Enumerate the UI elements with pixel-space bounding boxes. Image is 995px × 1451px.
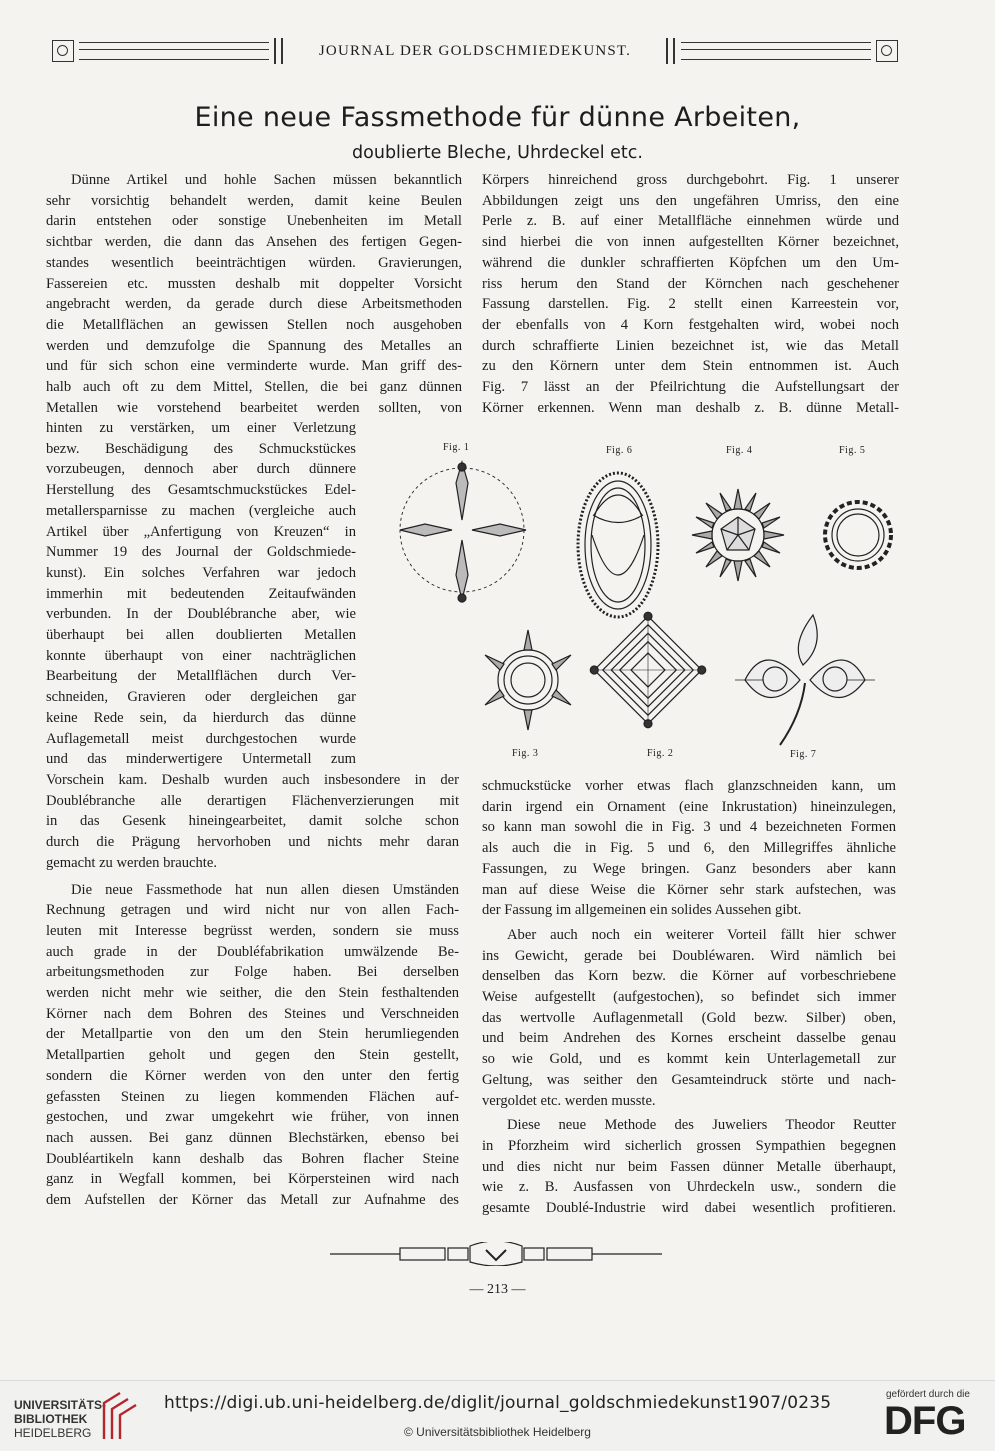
funding-note: gefördert durch die <box>886 1389 970 1400</box>
figure-plate <box>380 435 900 765</box>
right-column-bottom <box>482 776 896 1219</box>
left-column-narrow <box>46 418 356 770</box>
text-line: zu den Körnern unter dem Stein entnommen ist. Auch <box>482 358 899 375</box>
text-line: während die dunkler schraffierten Köpfchen um den Um- <box>482 254 899 271</box>
text-line: immerhin mit bedeutenden Zeitaufwänden <box>46 585 356 602</box>
article-subtitle: doublierte Bleche, Uhrdeckel etc. <box>352 143 643 163</box>
text-line: denselben das Korn bezw. die Körner auf vorbeschriebene <box>482 968 896 985</box>
caption-fig-7: Fig. 7 <box>790 749 817 760</box>
fig-3-drawing <box>485 630 571 730</box>
library-name-line-3: HEIDELBERG <box>14 1426 92 1440</box>
text-line: Körner erkennen. Wenn man deshalb z. B. dünne Metall- <box>482 399 899 416</box>
text-line: durch schraffierte Linien bezeichnet ist, wie das Metall <box>482 337 899 354</box>
text-line: durch die Prägung hervorhoben und nichts mehr daran <box>46 834 459 851</box>
text-line: in das Gesenk hineingearbeitet, damit solche schon <box>46 813 459 830</box>
text-line: hinten zu verstärken, um einer Verletzung <box>46 420 356 436</box>
text-line: sondern die Körner werden von den unter den fertig <box>46 1067 459 1084</box>
caption-fig-3: Fig. 3 <box>512 748 539 759</box>
text-line: ganz in Wegfall kommen, bei Körpersteinen wird nach <box>46 1171 459 1188</box>
text-line: leuten mit Interesse begrüsst werden, sondern sie muss <box>46 922 459 939</box>
text-line: Doubléartikeln kann deshalb das Bohren flacher Steine <box>46 1150 459 1167</box>
fig-2-drawing <box>589 611 708 730</box>
text-line: Geltung, was seither den Gesamteindruck störte und nach- <box>482 1071 896 1088</box>
text-line: so kann man sowohl die in Fig. 3 und 4 bezeichneten Formen <box>482 819 896 836</box>
text-line: sichtbar werden, die dann das Ansehen des fertigen Gegen- <box>46 234 462 251</box>
caption-fig-5: Fig. 5 <box>839 445 866 456</box>
text-line: gestochen, und zwar umgekehrt wie früher, von innen <box>46 1109 459 1126</box>
text-line: als auch die in Fig. 5 und 6, den Millegriffes ähnliche <box>482 840 896 857</box>
text-line: Metallpartien geholt und gegen den Stein gestellt, <box>46 1047 459 1064</box>
text-line: gefassten Steinen zu liegen kommenden Flächen auf- <box>46 1088 459 1105</box>
text-line: riss herum den Stand der Körnchen nach geschehener <box>482 275 899 292</box>
text-line: sind hierbei die von innen aufgestellten Körner bezeichnet, <box>482 234 899 251</box>
fig-5-drawing <box>825 502 891 568</box>
paragraph <box>46 770 459 874</box>
text-line: Nummer 19 des Journal der Goldschmiede- <box>46 544 356 561</box>
text-line: ins Gewicht, gerade bei Doubléwaren. Wird nämlich bei <box>482 947 896 964</box>
caption-fig-6: Fig. 6 <box>606 445 633 456</box>
copyright-notice: © Universitätsbibliothek Heidelberg <box>404 1425 591 1439</box>
text-line: vergoldet etc. werden musste. <box>482 1092 656 1109</box>
figure-drawings <box>380 435 900 765</box>
text-line: werden und demzufolge die Spannung des Metalles an <box>46 337 462 354</box>
text-line: Fassereien etc. mussten deshalb mit doppelter Vorsicht <box>46 275 462 292</box>
text-line: das wertvolle Auflagenmetall (Gold bezw. Silber) oben, <box>482 1009 896 1026</box>
text-line: Auflagemetall meist durchgestochen wurde <box>46 730 356 747</box>
text-line: Körner nach dem Bohren des Steines und Verschneiden <box>46 1005 459 1022</box>
paragraph <box>482 1115 896 1219</box>
text-line: keine Rede sein, da hierdurch das dünne <box>46 709 356 726</box>
text-line: schmuckstücke vorher etwas flach glanzschneiden kann, um <box>482 778 896 794</box>
paragraph <box>482 776 896 921</box>
fig-7-drawing <box>735 615 875 745</box>
text-line: schneiden, Gravieren oder dergleichen gar <box>46 689 356 706</box>
left-column-top <box>46 170 462 418</box>
fig-4-drawing <box>692 489 784 581</box>
text-line: wie z. B. Ausfassen von Uhrdeckeln usw., sondern die <box>482 1179 896 1196</box>
text-line: so wie Gold, und es kommt kein Unterlagemetall zur <box>482 1051 896 1068</box>
fig-1-drawing <box>400 462 526 602</box>
text-line: kunst). Ein solches Verfahren war jedoch <box>46 564 356 581</box>
paragraph <box>46 880 459 1211</box>
end-ornament-icon <box>330 1242 662 1266</box>
text-line: Weise aufgestellt (aufgestochen), so befindet sich immer <box>482 989 896 1006</box>
text-line: Herstellung des Gesamtschmuckstückes Edel- <box>46 482 356 499</box>
library-name-line-2: BIBLIOTHEK <box>14 1412 88 1426</box>
left-column-bottom <box>46 770 459 1211</box>
text-line: angebracht werden, da gerade durch diese Arbeitsmethoden <box>46 296 462 313</box>
library-logo[interactable] <box>14 1398 106 1440</box>
header-ornament-right-icon <box>876 40 898 62</box>
text-line: die Metallflächen an gewissen Stellen noch ausgehoben <box>46 316 462 333</box>
right-column-top <box>482 170 899 418</box>
text-line: Doublébranche alle derartigen Flächenverzierungen mit <box>46 792 459 809</box>
page-number: — 213 — <box>469 1282 526 1297</box>
text-line: und das minderwertigere Untermetall zum <box>46 751 356 768</box>
text-line: der ebenfalls von 4 Korn festgehalten wird, wobei noch <box>482 316 899 333</box>
running-header <box>52 38 898 64</box>
library-footer <box>0 1380 995 1451</box>
text-line: Dünne Artikel und hohle Sachen müssen bekanntlich <box>71 172 462 188</box>
text-line: gesamte Doublé-Industrie wird dabei wesentlich profitieren. <box>482 1200 896 1217</box>
text-line: Fassung darstellen. Fig. 2 stellt einen Karreestein vor, <box>482 296 899 313</box>
journal-title: JOURNAL DER GOLDSCHMIEDEKUNST. <box>318 43 632 59</box>
text-line: Fig. 7 lässt an der Pfeilrichtung die Aufstellungsart der <box>482 379 899 396</box>
header-ornament-left-icon <box>52 40 74 62</box>
text-line: konnte überhaupt von einer nachträglichen <box>46 647 356 664</box>
article-title: Eine neue Fassmethode für dünne Arbeiten, <box>194 102 801 133</box>
caption-fig-2: Fig. 2 <box>647 748 674 759</box>
text-line: Aber auch noch ein weiterer Vorteil fällt hier schwer <box>507 926 896 943</box>
text-line: Vorschein kam. Deshalb wurden auch insbesondere in der <box>46 772 459 788</box>
text-line: Die neue Fassmethode hat nun allen diesen Umständen <box>71 881 459 898</box>
text-line: metallersparnisse zu machen (vergleiche auch <box>46 502 356 519</box>
text-line: Perle z. B. auf einer Metallfläche einnehmen würde und <box>482 213 899 230</box>
permalink-url[interactable]: https://digi.ub.uni-heidelberg.de/diglit/journal_goldschmiedekunst1907/0235 <box>164 1393 832 1413</box>
text-line: auch grade in der Doubléfabrikation umwälzende Be- <box>46 943 459 960</box>
text-line: überhaupt bei allen doublierten Metallen <box>46 627 356 644</box>
paragraph <box>46 170 462 418</box>
text-line: darin entstehen oder sonstige Unebenheiten im Metall <box>46 213 462 230</box>
text-line: sehr vorsichtig behandelt werden, damit keine Beulen <box>46 192 462 209</box>
text-line: dem Aufstellen der Körner das Metall zur Aufnahme des <box>46 1192 459 1209</box>
text-line: Bearbeitung der Metallflächen durch Ver- <box>46 668 356 685</box>
text-line: standes wesentlich beeinträchtigen würden. Gravierungen, <box>46 254 462 271</box>
text-line: werden nicht mehr wie seither, die den Stein festhaltenden <box>46 985 459 1002</box>
text-line: der Metallpartie von den um den Stein herumliegenden <box>46 1026 459 1043</box>
text-line: bezw. Beschädigung des Schmuckstückes <box>46 440 356 457</box>
caption-fig-4: Fig. 4 <box>726 445 753 456</box>
text-line: Metallen wie vorstehend bearbeitet werden sollten, von <box>46 399 462 416</box>
text-line: verbunden. In der Doublébranche aber, wie <box>46 606 356 623</box>
text-line: vorzubeugen, dennoch aber durch dünnere <box>46 461 356 478</box>
text-line: arbeitungsmethoden zur Folge haben. Bei derselben <box>46 964 459 981</box>
text-line: nach aussen. Bei ganz dünnen Blechstärken, ebenso bei <box>46 1129 459 1146</box>
text-line: Körpers hinreichend gross durchgebohrt. Fig. 1 unserer <box>482 172 899 188</box>
text-line: und dies nicht nur beim Fassen dünner Metalle überhaupt, <box>482 1158 896 1175</box>
library-name-line-1: UNIVERSITÄTS- <box>14 1398 107 1412</box>
text-line: halb auch oft zu dem Mittel, Stellen, die bei ganz dünnen <box>46 379 462 396</box>
text-line: der Fassung im allgemeinen ein solides Aussehen gibt. <box>482 902 802 919</box>
text-line: gemacht zu werden brauchte. <box>46 854 217 871</box>
library-emblem-icon <box>100 1389 140 1443</box>
caption-fig-1: Fig. 1 <box>443 442 470 453</box>
paragraph <box>482 925 896 1111</box>
text-line: darin irgend ein Ornament (eine Inkrustation) hineinzulegen, <box>482 798 896 815</box>
text-line: man auf diese Weise die Körner sehr stark aufstechen, was <box>482 881 896 898</box>
text-line: Artikel über „Anfertigung von Kreuzen“ in <box>46 523 356 540</box>
text-line: Rechnung getragen und wird nicht nur von allen Fach- <box>46 902 459 919</box>
text-line: und für sich schon eine verminderte wurde. Man griff des- <box>46 358 462 375</box>
text-line: Diese neue Methode des Juweliers Theodor Reutter <box>507 1117 896 1134</box>
text-line: und beim Andrehen des Kornes erscheint dasselbe genau <box>482 1030 896 1047</box>
dfg-logo[interactable]: DFG <box>884 1399 966 1443</box>
text-line: in Pforzheim wird sicherlich grossen Sympathien begegnen <box>482 1137 896 1154</box>
text-line: Fassungen, zu Wege bringen. Ganz besonders aber kann <box>482 860 896 877</box>
text-line: Abbildungen zeigt uns den ungefähren Umriss, den eine <box>482 192 899 209</box>
fig-6-drawing <box>578 473 658 617</box>
